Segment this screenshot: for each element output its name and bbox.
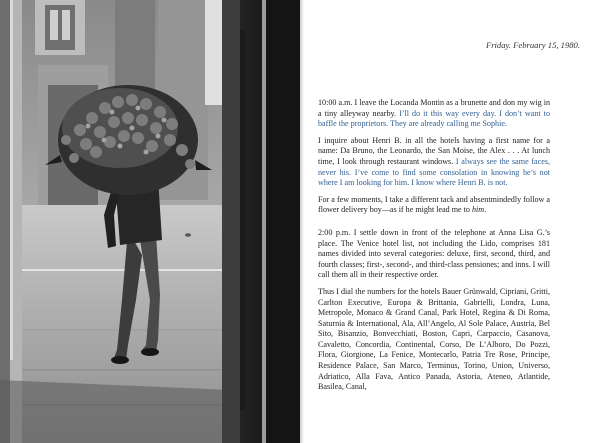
highlighted-text: I’ll do it this way every day. I don’t want to baffle the proprietors. They are already calling me Sophie.	[318, 108, 550, 129]
highlighted-text: I always see the same faces, never his. I’ve come to find some consolation in knowing he’s not where I am looking for him. I know where Henri B. is not.	[318, 156, 550, 188]
journal-date: Friday. February 15, 1980.	[485, 40, 580, 50]
journal-paragraph	[318, 228, 550, 281]
paragraph-text: For a few moments, I take a different tack and absentmindedly follow a flower delivery boy—as if he might lead me to	[318, 194, 550, 215]
paragraph-text: .	[484, 205, 487, 215]
journal-paragraph	[318, 136, 550, 189]
text-page	[318, 0, 580, 443]
book-gutter	[300, 0, 304, 443]
journal-paragraph	[318, 287, 550, 393]
paragraph-text: I inquire about Henri B. in all the hotels having a first name for a name: Da Bruno, the Leonardo, the San Moise, the Alex . . . At lunch time, I look through restaurant windows.	[318, 135, 550, 166]
paragraph-text: 2:00 p.m. I settle down in front of the telephone at Anna Lisa G.’s place. The Venice hotel list, not including the Lido, comprises 181 names divided into several categories: deluxe, first, second, third, and fourth classes; first-, second-, and third-class pensiones; and inns. I will call them all in their respective order.	[318, 227, 550, 280]
paragraph-text: Thus I dial the numbers for the hotels Bauer Grünwald, Cipriani, Gritti, Carlton Executive, Europa & Brittania, Gabrielli, Londra, Luna, Metropole, Monaco & Grand Canal, Park Hotel, Regina & Di Roma, Saturnia & International, Ala, All’Angelo, Al Sole Palace, Austria, Bel Sito, Bisanzio, Bonvecchiati, Boston, Capri, Carpaccio, Casanova, Cavaletto, Concordia, Continental, Corso, De L’Alboro, Do Pozzi, Flora, Giorgione, La Fenice, Montecarlo, Patria Tre Rose, Principe, Residence Palace, San Marco, Terminus, Torino, Union, Universo, Adriatico, Alla Fava, Antico Panada, Astoria, Ateneo, Atlantide, Basilea, Canal,	[318, 286, 550, 392]
journal-paragraph	[318, 98, 550, 130]
journal-paragraph	[318, 195, 550, 216]
journal-body	[318, 98, 550, 399]
paragraph-text: him	[471, 205, 485, 215]
paragraph-text: 10:00 a.m. I leave the Locanda Montin as a brunette and don my wig in a tiny alleyway nearby.	[318, 98, 550, 118]
